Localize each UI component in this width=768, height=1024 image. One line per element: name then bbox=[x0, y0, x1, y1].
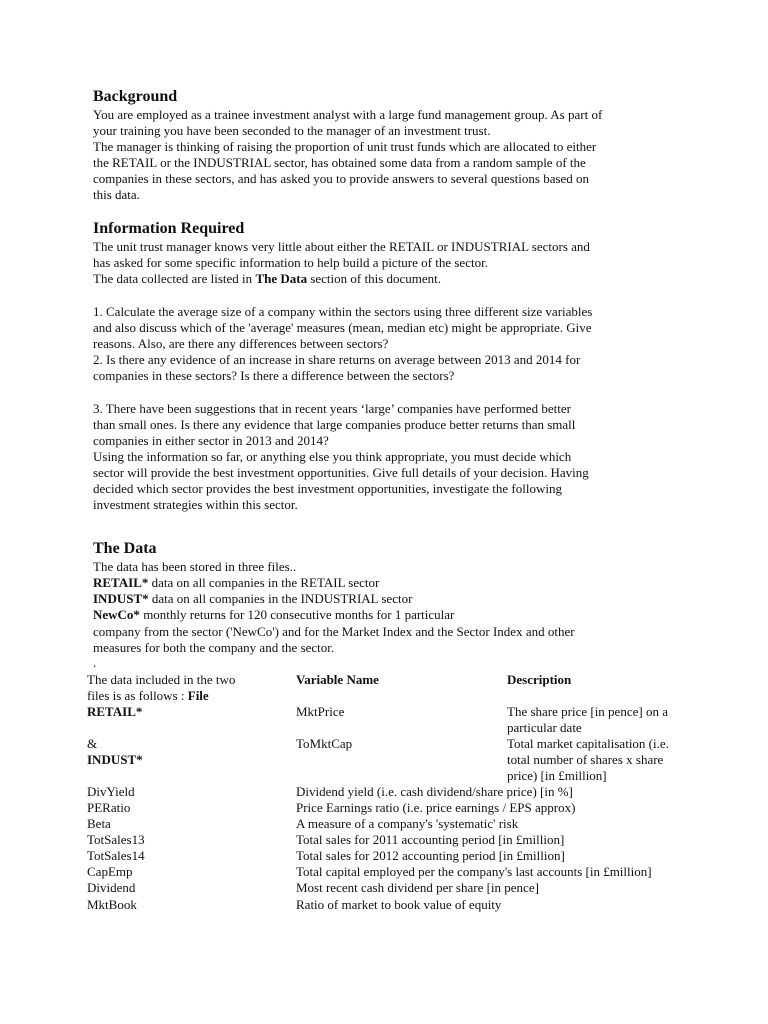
info-line: The unit trust manager knows very little about either the RETAIL or INDUSTRIAL sectors and bbox=[93, 239, 590, 254]
question-3-line: Using the information so far, or anything else you think appropriate, you must decide which bbox=[93, 449, 572, 464]
background-line: companies in these sectors, and has asked you to provide answers to several questions based on bbox=[93, 171, 590, 186]
data-heading: The Data bbox=[93, 540, 157, 557]
variable-name: MktPrice bbox=[296, 704, 345, 719]
column-header-variable: Variable Name bbox=[296, 672, 379, 687]
background-line: The manager is thinking of raising the proportion of unit trust funds which are allocated to either bbox=[93, 139, 597, 154]
info-line3-post: section of this document. bbox=[307, 271, 442, 286]
background-line: You are employed as a trainee investment analyst with a large fund management group. As part of bbox=[93, 107, 603, 122]
variable-desc: Dividend yield (i.e. cash dividend/share price) [in %] bbox=[296, 784, 573, 799]
variable-name: DivYield bbox=[87, 784, 135, 799]
background-line: your training you have been seconded to the manager of an investment trust. bbox=[93, 123, 491, 138]
question-1-line: reasons. Also, are there any differences between sectors? bbox=[93, 336, 389, 351]
file-label-indust: INDUST* bbox=[87, 752, 143, 767]
variable-desc: Total sales for 2012 accounting period [in £million] bbox=[296, 848, 565, 863]
variable-desc: total number of shares x share bbox=[507, 752, 664, 767]
file-label-retail: RETAIL* bbox=[87, 704, 143, 719]
variable-desc: Price Earnings ratio (i.e. price earnings / EPS approx) bbox=[296, 800, 576, 815]
variable-name: CapEmp bbox=[87, 864, 133, 879]
variable-desc: Total market capitalisation (i.e. bbox=[507, 736, 669, 751]
file-name: RETAIL* bbox=[93, 575, 149, 590]
background-heading: Background bbox=[93, 88, 178, 105]
info-line3-pre: The data collected are listed in bbox=[93, 271, 256, 286]
question-2-line: 2. Is there any evidence of an increase in share returns on average between 2013 and 2014 for bbox=[93, 352, 581, 367]
question-1-line: 1. Calculate the average size of a company within the sectors using three different size variables bbox=[93, 304, 593, 319]
question-3-line: sector will provide the best investment opportunities. Give full details of your decision. Having bbox=[93, 465, 589, 480]
background-line: the RETAIL or the INDUSTRIAL sector, has obtained some data from a random sample of the bbox=[93, 155, 586, 170]
variable-name: MktBook bbox=[87, 897, 137, 912]
file-indust bbox=[93, 591, 693, 607]
variable-desc: Ratio of market to book value of equity bbox=[296, 897, 502, 912]
variable-name: TotSales13 bbox=[87, 832, 145, 847]
table-intro-file: File bbox=[187, 688, 209, 703]
question-3-line: investment strategies within this sector. bbox=[93, 497, 298, 512]
file-name: NewCo* bbox=[93, 607, 140, 622]
file-newco bbox=[93, 607, 693, 623]
question-2-line: companies in these sectors? Is there a difference between the sectors? bbox=[93, 368, 455, 383]
newco-continued: company from the sector ('NewCo') and for the Market Index and the Sector Index and other bbox=[93, 624, 575, 639]
variable-desc: Most recent cash dividend per share [in pence] bbox=[296, 880, 539, 895]
file-desc: data on all companies in the INDUSTRIAL sector bbox=[148, 591, 413, 606]
variable-name: Beta bbox=[87, 816, 111, 831]
variable-desc: A measure of a company's 'systematic' risk bbox=[296, 816, 519, 831]
variable-name: TotSales14 bbox=[87, 848, 145, 863]
question-3-line: companies in either sector in 2013 and 2014? bbox=[93, 433, 329, 448]
newco-continued: measures for both the company and the sector. bbox=[93, 640, 335, 655]
file-label-amp: & bbox=[87, 736, 98, 751]
variable-desc: Total capital employed per the company's last accounts [in £million] bbox=[296, 864, 652, 879]
variable-name: PERatio bbox=[87, 800, 131, 815]
question-1-line: and also discuss which of the 'average' measures (mean, median etc) might be appropriate. Give bbox=[93, 320, 592, 335]
variable-name: Dividend bbox=[87, 880, 136, 895]
question-3-line: decided which sector provides the best investment opportunities, investigate the following bbox=[93, 481, 562, 496]
table-intro-pre: files is as follows : bbox=[87, 688, 188, 703]
question-3-line: than small ones. Is there any evidence that large companies produce better returns than small bbox=[93, 417, 576, 432]
file-name: INDUST* bbox=[93, 591, 149, 606]
info-heading: Information Required bbox=[93, 220, 245, 237]
background-line: this data. bbox=[93, 187, 140, 202]
info-line bbox=[93, 271, 693, 287]
column-header-description: Description bbox=[507, 672, 572, 687]
variable-desc: particular date bbox=[507, 720, 582, 735]
file-desc: data on all companies in the RETAIL sector bbox=[148, 575, 380, 590]
question-3-line: 3. There have been suggestions that in recent years ‘large’ companies have performed better bbox=[93, 401, 571, 416]
data-intro: The data has been stored in three files.. bbox=[93, 559, 297, 574]
table-intro-line bbox=[87, 688, 209, 704]
stray-dot: . bbox=[93, 655, 97, 670]
file-desc: monthly returns for 120 consecutive months for 1 particular bbox=[139, 607, 455, 622]
variable-desc: price) [in £million] bbox=[507, 768, 607, 783]
info-line3-bold: The Data bbox=[255, 271, 308, 286]
variable-desc: The share price [in pence] on a bbox=[507, 704, 668, 719]
info-line: has asked for some specific information to help build a picture of the sector. bbox=[93, 255, 488, 270]
file-retail bbox=[93, 575, 693, 591]
table-intro-line: The data included in the two bbox=[87, 672, 236, 687]
variable-desc: Total sales for 2011 accounting period [in £million] bbox=[296, 832, 565, 847]
variable-name: ToMktCap bbox=[296, 736, 353, 751]
